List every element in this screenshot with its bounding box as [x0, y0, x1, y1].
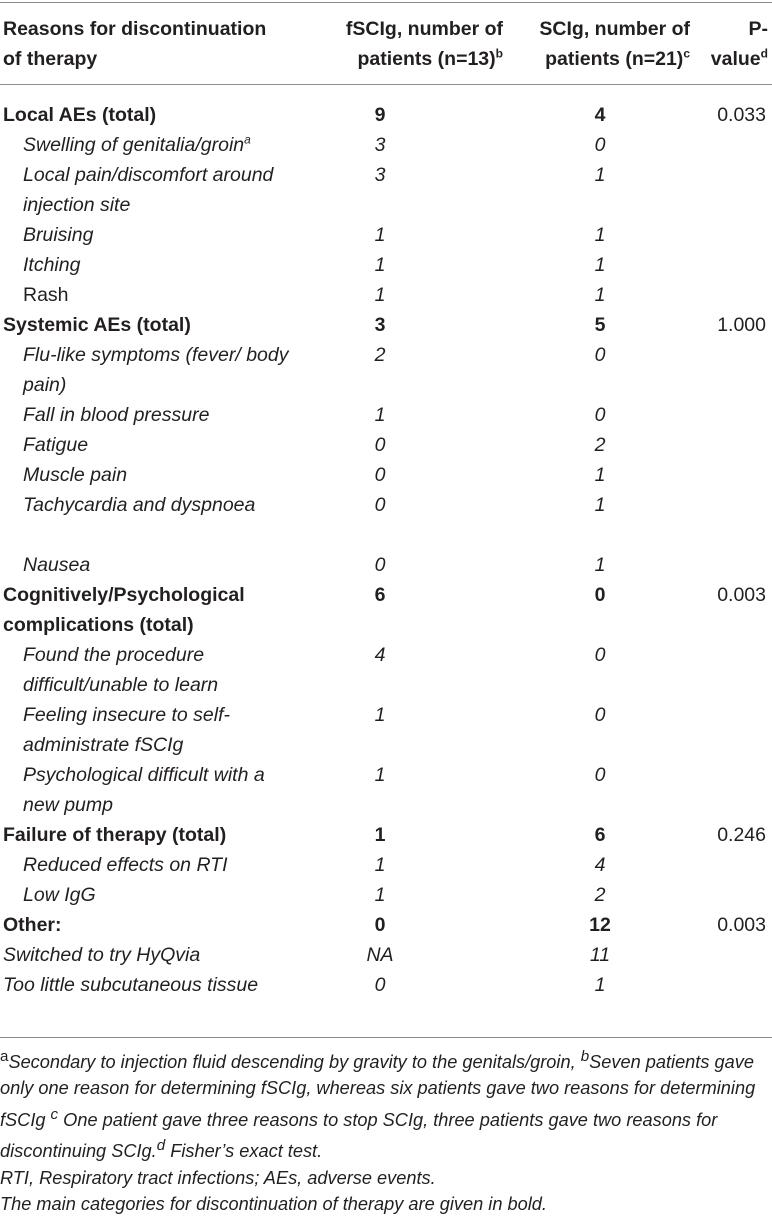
row-label: Low IgG [23, 884, 96, 906]
fscig-count: 0 [374, 434, 386, 456]
footnote-main: $^a$Secondary to injection fluid descending by gravity to the genitals/groin, $^b$Seven patients gave only one reason for determining fSCIg, whereas six patients gave two reasons for determining fSCIg $^c$ One patient gave three reasons to stop SCIg, three patients gave two reasons for discontinuing SCIg.$^d$ Fisher’s exact test. [0, 1048, 756, 1162]
table-row [0, 550, 772, 580]
table-row [0, 130, 772, 160]
table-row [0, 250, 772, 280]
scig-count: 6 [594, 824, 606, 846]
row-label: Too little subcutaneous tissue [3, 974, 259, 996]
fscig-count: 1 [374, 254, 386, 276]
table-row [0, 220, 772, 250]
top-rule [0, 2, 772, 3]
scig-count: 0 [594, 404, 606, 426]
table-row [0, 460, 772, 490]
fscig-count: 1 [374, 824, 386, 846]
table-row [0, 940, 772, 970]
row-label: Cognitively/Psychological complications (total) [3, 584, 245, 636]
scig-count: 0 [594, 644, 606, 666]
fscig-count: NA [366, 944, 394, 966]
fscig-count: 1 [374, 704, 386, 726]
row-label: Rash [23, 284, 69, 306]
fscig-count: 1 [374, 404, 386, 426]
table-row [0, 760, 772, 820]
table-row [0, 970, 772, 1030]
fscig-count: 0 [374, 914, 386, 936]
scig-count: 0 [594, 704, 606, 726]
row-label: Local pain/discomfort around injection site [23, 164, 274, 216]
row-label: Itching [23, 254, 81, 276]
bottom-rule [0, 1037, 772, 1038]
scig-count: 4 [594, 854, 606, 876]
table-row [0, 160, 772, 220]
fscig-count: 3 [374, 134, 386, 156]
fscig-count: 0 [374, 464, 386, 486]
row-label: Fall in blood pressure [23, 404, 210, 426]
fscig-count: 4 [374, 644, 386, 666]
p-value: 0.033 [717, 104, 766, 126]
fscig-count: 3 [374, 314, 386, 336]
table-row [0, 580, 772, 640]
fscig-count: 1 [374, 764, 386, 786]
scig-count: 0 [594, 134, 606, 156]
p-value: 1.000 [717, 314, 766, 336]
header-fscig-line2: patients (n=13)$^b$ [357, 46, 503, 70]
footnotes [0, 1044, 770, 1218]
row-label: Swelling of genitalia/groin$^a$ [23, 132, 251, 156]
p-value: 0.246 [717, 824, 766, 846]
header-reasons-line1: Reasons for discontinuation [3, 18, 267, 40]
table-row [0, 700, 772, 760]
row-label: Found the procedure difficult/unable to learn [23, 644, 219, 696]
table-row [0, 850, 772, 880]
row-label: Bruising [23, 224, 94, 246]
scig-count: 1 [594, 974, 606, 996]
scig-count: 1 [594, 464, 606, 486]
scig-count: 1 [594, 224, 606, 246]
header-scig-line2: patients (n=21)$^c$ [545, 46, 690, 70]
fscig-count: 2 [374, 344, 386, 366]
footnote-abbreviations: RTI, Respiratory tract infections; AEs, adverse events. [0, 1167, 436, 1188]
fscig-count: 3 [374, 164, 386, 186]
scig-count: 1 [594, 494, 606, 516]
table-row [0, 400, 772, 430]
fscig-count: 1 [374, 854, 386, 876]
fscig-count: 6 [374, 584, 386, 606]
scig-count: 1 [594, 164, 606, 186]
header-scig-line1: SCIg, number of [539, 18, 690, 40]
header-rule [0, 84, 772, 85]
header-reasons [3, 14, 303, 74]
row-label: Psychological difficult with a new pump [23, 764, 265, 816]
scig-count: 0 [594, 584, 606, 606]
row-label: Fatigue [23, 434, 89, 456]
scig-count: 12 [589, 914, 611, 936]
row-label: Failure of therapy (total) [3, 824, 227, 846]
header-fscig-line1: fSCIg, number of [345, 18, 503, 40]
fscig-count: 0 [374, 554, 386, 576]
header-scig [505, 14, 690, 74]
footnote-bold-note: The main categories for discontinuation of therapy are given in bold. [0, 1194, 547, 1215]
table-row [0, 880, 772, 910]
table-row [0, 820, 772, 850]
scig-count: 1 [594, 254, 606, 276]
table-row [0, 340, 772, 400]
fscig-count: 0 [374, 494, 386, 516]
table-row [0, 310, 772, 340]
row-label: Flu-like symptoms (fever/ body pain) [23, 344, 289, 396]
header-pvalue-line2: value$^d$ [710, 46, 768, 70]
row-label: Muscle pain [23, 464, 128, 486]
fscig-count: 1 [374, 224, 386, 246]
table-row [0, 910, 772, 940]
row-label: Systemic AEs (total) [3, 314, 191, 336]
fscig-count: 1 [374, 884, 386, 906]
row-label: Switched to try HyQvia [3, 944, 201, 966]
row-label: Nausea [23, 554, 91, 576]
header-pvalue [692, 14, 768, 74]
header-pvalue-line1: P- [748, 18, 768, 40]
row-label: Tachycardia and dyspnoea [23, 494, 256, 516]
table-row [0, 430, 772, 460]
table-row [0, 280, 772, 310]
scig-count: 0 [594, 344, 606, 366]
header-reasons-line2: of therapy [3, 48, 98, 70]
scig-count: 0 [594, 764, 606, 786]
scig-count: 1 [594, 284, 606, 306]
scig-count: 4 [594, 104, 606, 126]
scig-count: 1 [594, 554, 606, 576]
row-label: Other: [3, 914, 62, 936]
table-row [0, 490, 772, 550]
row-label: Local AEs (total) [3, 104, 157, 126]
table-row [0, 100, 772, 130]
fscig-count: 1 [374, 284, 386, 306]
row-label: Reduced effects on RTI [23, 854, 228, 876]
row-label: Feeling insecure to self-administrate fSCIg [23, 704, 231, 756]
fscig-count: 9 [374, 104, 386, 126]
scig-count: 2 [594, 434, 606, 456]
fscig-count: 0 [374, 974, 386, 996]
scig-count: 11 [589, 944, 611, 966]
scig-count: 2 [594, 884, 606, 906]
table-row [0, 640, 772, 700]
scig-count: 5 [594, 314, 606, 336]
p-value: 0.003 [717, 914, 766, 936]
header-fscig [313, 14, 503, 74]
p-value: 0.003 [717, 584, 766, 606]
